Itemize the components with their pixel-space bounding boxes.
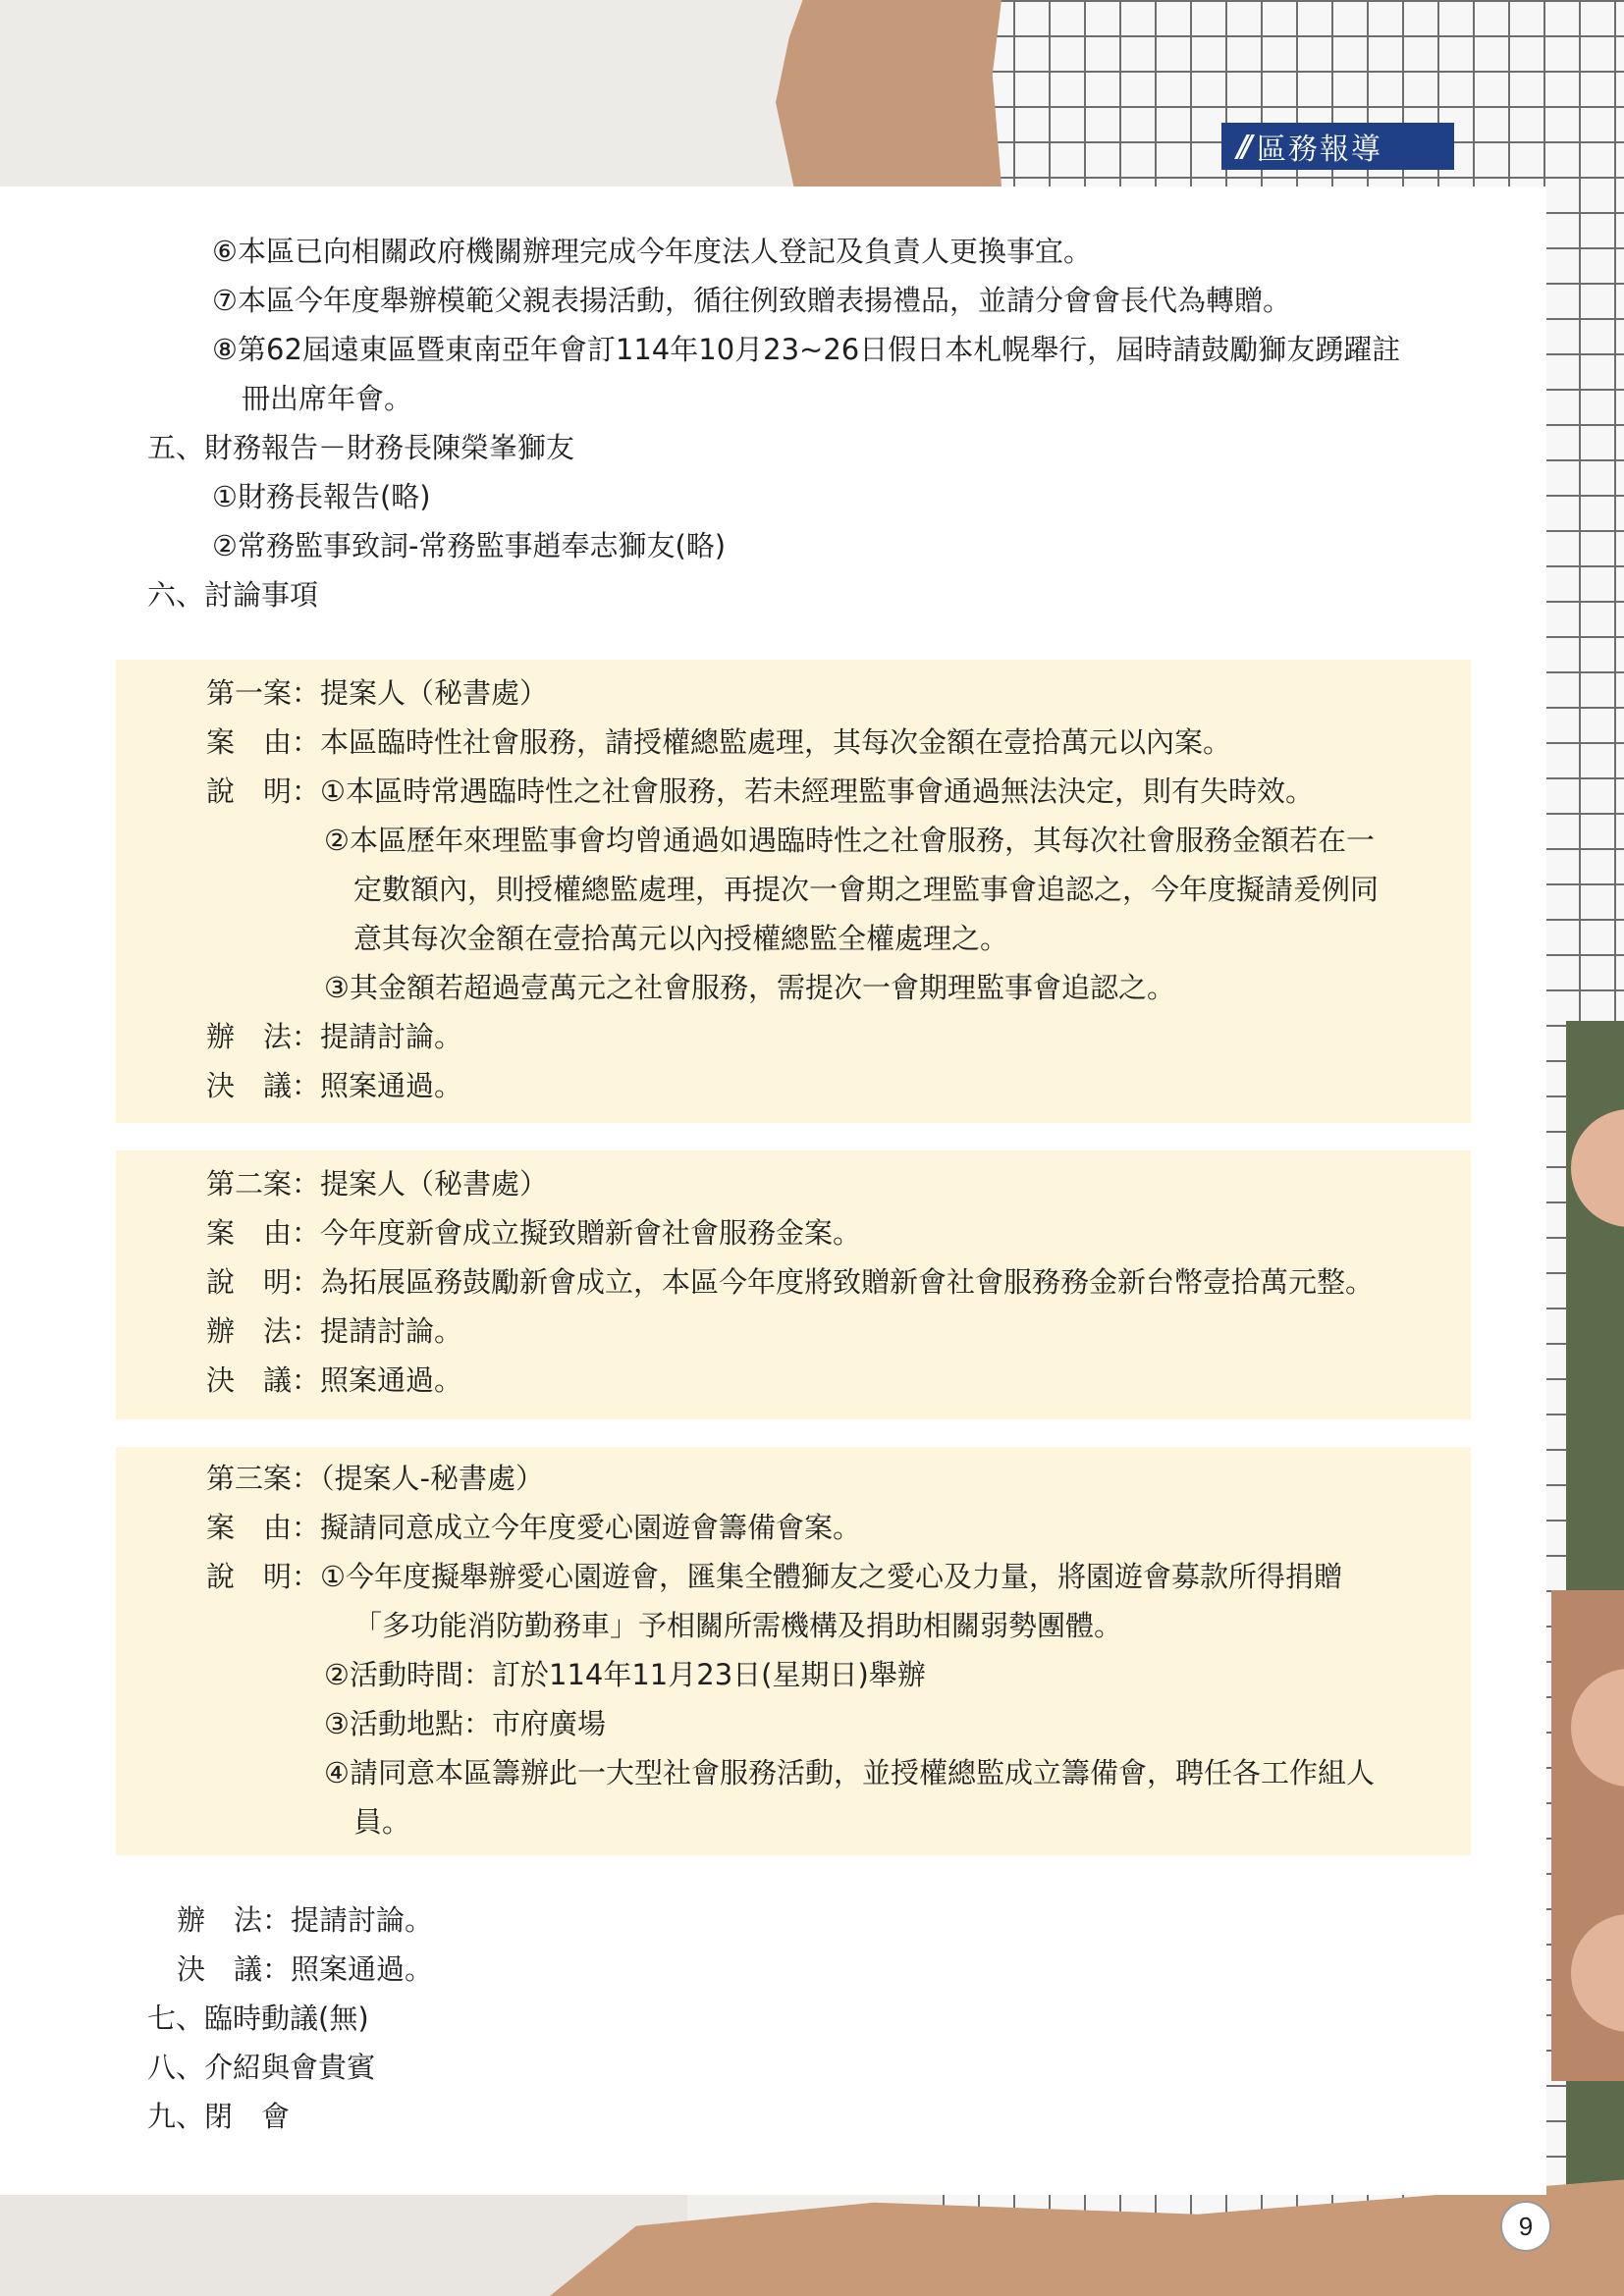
section-title: 區務報導	[1256, 133, 1382, 167]
case-2-reason: 案 由：今年度新會成立擬致贈新會社會服務金案。	[206, 1216, 862, 1250]
agenda-item-8-cont: 冊出席年會。	[242, 382, 413, 415]
case-1-explanation-3: ③其金額若超過壹萬元之社會服務，需提次一會期理監事會追認之。	[324, 971, 1175, 1004]
torn-paper-decoration	[776, 0, 1001, 187]
case-2-method: 辦 法：提請討論。	[206, 1314, 463, 1348]
agenda-item-8: ⑧第62屆遠東區暨東南亞年會訂114年10月23~26日假日本札幌舉行，屆時請鼓勵獅友踴躍註	[212, 333, 1401, 366]
finance-report-item-2: ②常務監事致詞-常務監事趙奉志獅友(略)	[212, 529, 727, 562]
case-2-explanation: 說 明：為拓展區務鼓勵新會成立，本區今年度將致贈新會社會服務務金新台幣壹拾萬元整。	[206, 1265, 1375, 1299]
case-3-resolution: 決 議：照案通過。	[177, 1952, 434, 1986]
case-1-explanation-2: ②本區歷年來理監事會均曾通過如遇臨時性之社會服務，其每次社會服務金額若在一	[324, 824, 1375, 857]
section-nine-heading: 九、閉 會	[147, 2100, 291, 2133]
case-1-reason: 案 由：本區臨時性社會服務，請授權總監處理，其每次金額在壹拾萬元以內案。	[206, 725, 1232, 759]
case-1-title: 第一案：提案人（秘書處）	[206, 676, 549, 710]
case-3-method: 辦 法：提請討論。	[177, 1903, 434, 1937]
slash-icon: //	[1237, 129, 1247, 164]
agenda-item-6: ⑥本區已向相關政府機關辦理完成今年度法人登記及負責人更換事宜。	[212, 235, 1092, 268]
case-1-explanation-2-cont: 定數額內，則授權總監處理，再提次一會期之理監事會追認之，今年度擬請爰例同	[353, 873, 1380, 906]
case-3-title: 第三案：（提案人-秘書處）	[206, 1462, 544, 1495]
case-3-reason: 案 由：擬請同意成立今年度愛心園遊會籌備會案。	[206, 1511, 862, 1544]
section-six-heading: 六、討論事項	[147, 578, 319, 612]
case-1-explanation-1: 說 明：①本區時常遇臨時性之社會服務，若未經理監事會通過無法決定，則有失時效。	[206, 774, 1314, 808]
page-number: 9	[1500, 2201, 1551, 2252]
background-paper	[0, 0, 805, 187]
case-3-explanation-1-cont: 「多功能消防勤務車」予相關所需機構及捐助相關弱勢團體。	[353, 1609, 1123, 1642]
case-1-method: 辦 法：提請討論。	[206, 1020, 463, 1053]
case-3-explanation-4: ④請同意本區籌辦此一大型社會服務活動，並授權總監成立籌備會，聘任各工作組人	[324, 1756, 1375, 1789]
section-badge	[1221, 123, 1454, 170]
case-2-resolution: 決 議：照案通過。	[206, 1363, 463, 1397]
case-3-explanation-4-cont: 員。	[353, 1805, 411, 1839]
case-1-explanation-2-end: 意其每次金額在壹拾萬元以內授權總監全權處理之。	[353, 922, 1009, 955]
case-1-resolution: 決 議：照案通過。	[206, 1069, 463, 1102]
finance-report-item-1: ①財務長報告(略)	[212, 480, 431, 513]
section-eight-heading: 八、介紹與會貴賓	[147, 2051, 376, 2084]
section-five-heading: 五、財務報告－財務長陳榮峯獅友	[147, 431, 575, 464]
section-seven-heading: 七、臨時動議(無)	[147, 2002, 369, 2035]
case-2-title: 第二案：提案人（秘書處）	[206, 1167, 549, 1201]
case-3-explanation-3: ③活動地點：市府廣場	[324, 1707, 606, 1740]
agenda-item-7: ⑦本區今年度舉辦模範父親表揚活動，循往例致贈表揚禮品，並請分會會長代為轉贈。	[212, 284, 1291, 317]
case-3-explanation-1: 說 明：①今年度擬舉辦愛心園遊會，匯集全體獅友之愛心及力量，將園遊會募款所得捐贈	[206, 1560, 1342, 1593]
case-3-explanation-2: ②活動時間：訂於114年11月23日(星期日)舉辦	[324, 1658, 926, 1691]
